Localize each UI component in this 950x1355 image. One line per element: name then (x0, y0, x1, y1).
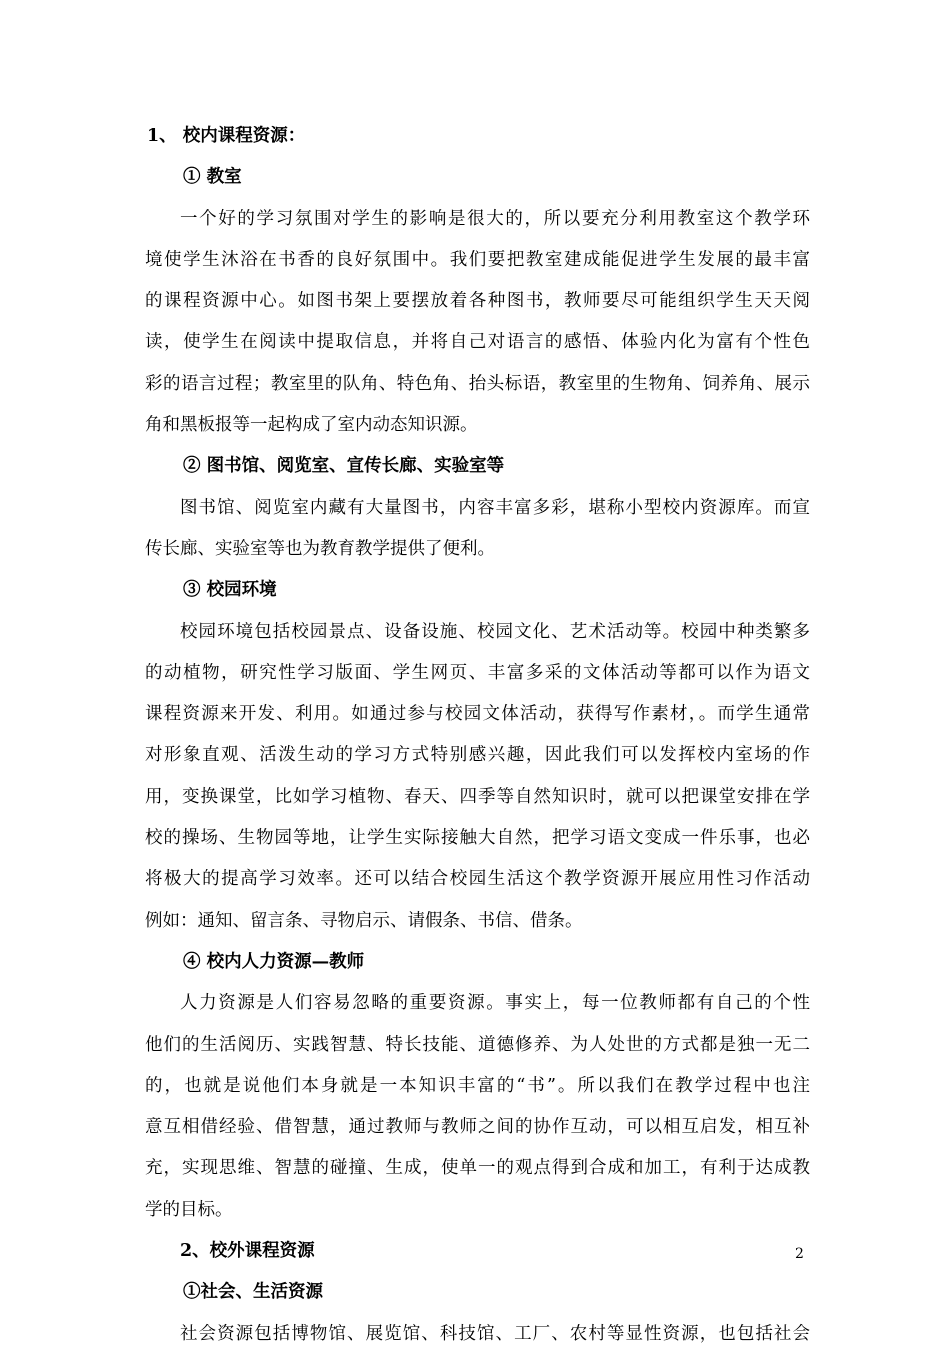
subheading-teachers: ④ 校内人力资源—教师 (183, 951, 365, 972)
paragraph-line: 的课程资源中心。如图书架上要摆放着各种图书，教师要尽可能组织学生天天阅 (145, 291, 810, 312)
paragraph-line: 校的操场、生物园等地，让学生实际接触大自然，把学习语文变成一件乐事，也必 (145, 828, 810, 849)
section-heading-2: 2、校外课程资源 (180, 1241, 315, 1262)
paragraph-line: 课程资源来开发、利用。如通过参与校园文体活动，获得写作素材，。而学生通常 (145, 704, 810, 725)
section-heading-1: 1、 校内课程资源： (147, 126, 306, 146)
paragraph-line: 他们的生活阅历、实践智慧、特长技能、道德修养、为人处世的方式都是独一无二 (145, 1034, 810, 1055)
subheading-classroom: ① 教室 (183, 167, 242, 188)
paragraph-line: 的，也就是说他们本身就是一本知识丰富的“书”。所以我们在教学过程中也注 (145, 1075, 810, 1096)
paragraph-line: 将极大的提高学习效率。还可以结合校园生活这个教学资源开展应用性习作活动 (145, 869, 810, 890)
subheading-campus: ③ 校园环境 (183, 580, 277, 601)
paragraph-line: 的动植物，研究性学习版面、学生网页、丰富多采的文体活动等都可以作为语文 (145, 662, 810, 683)
paragraph-line: 社会资源包括博物馆、展览馆、科技馆、工厂、农村等显性资源，也包括社会 (180, 1323, 810, 1344)
document-body (145, 116, 810, 1355)
paragraph-line: 图书馆、阅览室内藏有大量图书，内容丰富多彩，堪称小型校内资源库。而宣 (180, 497, 810, 518)
paragraph-line: 学的目标。 (145, 1199, 233, 1220)
paragraph-line: 用，变换课堂，比如学习植物、春天、四季等自然知识时，就可以把课堂安排在学 (145, 786, 810, 807)
paragraph-line: 校园环境包括校园景点、设备设施、校园文化、艺术活动等。校园中种类繁多 (180, 621, 810, 642)
subheading-library: ② 图书馆、阅览室、宣传长廊、实验室等 (183, 456, 505, 477)
paragraph-line: 读，使学生在阅读中提取信息，并将自己对语言的感悟、体验内化为富有个性色 (145, 332, 810, 353)
paragraph-line: 传长廊、实验室等也为教育教学提供了便利。 (145, 538, 495, 559)
paragraph-line: 意互相借经验、借智慧，通过教师与教师之间的协作互动，可以相互启发，相互补 (145, 1117, 810, 1138)
paragraph-line: 人力资源是人们容易忽略的重要资源。事实上，每一位教师都有自己的个性 (180, 993, 810, 1014)
subheading-society: ①社会、生活资源 (183, 1282, 323, 1303)
paragraph-line: 境使学生沐浴在书香的良好氛围中。我们要把教室建成能促进学生发展的最丰富 (145, 249, 810, 270)
paragraph-line: 一个好的学习氛围对学生的影响是很大的，所以要充分利用教室这个教学环 (180, 208, 810, 229)
paragraph-line: 角和黑板报等一起构成了室内动态知识源。 (145, 415, 478, 436)
paragraph-line: 对形象直观、活泼生动的学习方式特别感兴趣，因此我们可以发挥校内室场的作 (145, 745, 810, 766)
paragraph-line: 例如：通知、留言条、寻物启示、请假条、书信、借条。 (145, 910, 583, 931)
paragraph-line: 彩的语言过程；教室里的队角、特色角、抬头标语，教室里的生物角、饲养角、展示 (145, 373, 810, 394)
paragraph-line: 充，实现思维、智慧的碰撞、生成，使单一的观点得到合成和加工，有利于达成教 (145, 1158, 810, 1179)
page-number: 2 (795, 1246, 804, 1262)
